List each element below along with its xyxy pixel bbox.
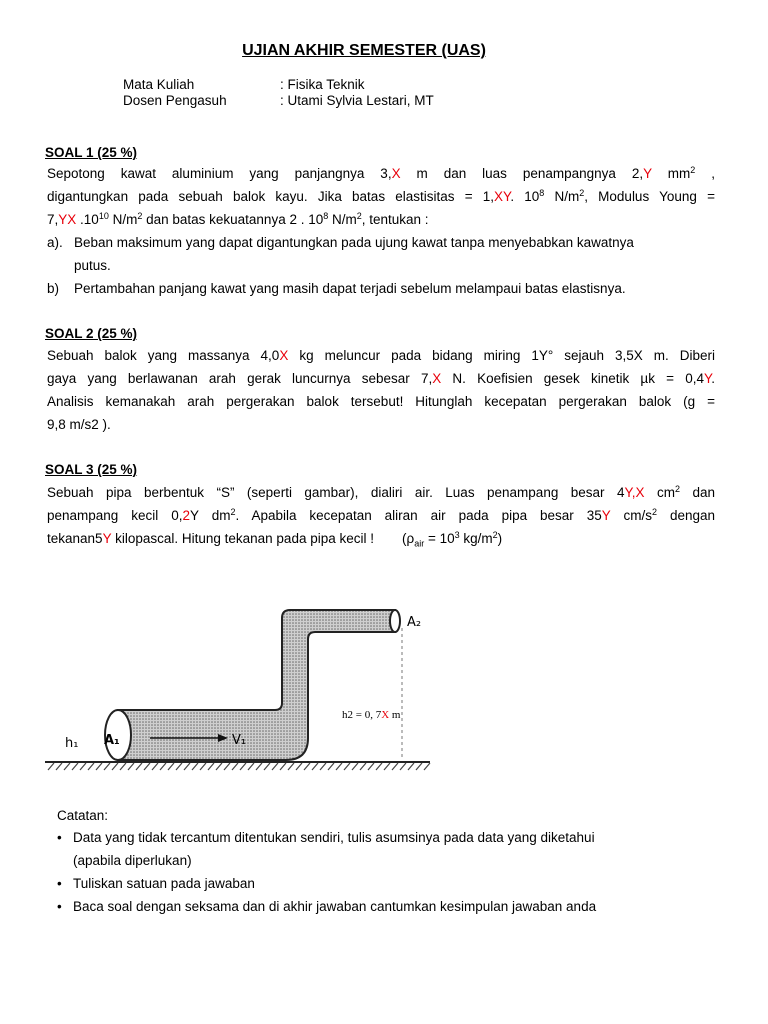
page-title: UJIAN AKHIR SEMESTER (UAS) bbox=[242, 42, 486, 59]
ground-hatch-mark bbox=[328, 763, 334, 770]
soal2-line1: Sebuah balok yang massanya 4,0X kg meluncur pada bidang miring 1Y° sejauh 3,5X m. Diberi bbox=[47, 348, 716, 363]
ground-hatch-mark bbox=[168, 763, 174, 770]
ground-hatch-mark bbox=[416, 763, 422, 770]
ground-hatch-mark bbox=[312, 763, 318, 770]
ground-hatch-mark bbox=[176, 763, 182, 770]
soal1-item-a: a). Beban maksimum yang dapat digantungkan pada ujung kawat tanpa menyebabkan kawatnya bbox=[47, 235, 634, 250]
ground-hatch-mark bbox=[344, 763, 350, 770]
ground-hatch-mark bbox=[424, 763, 430, 770]
ground-hatch-mark bbox=[232, 763, 238, 770]
ground-hatch-mark bbox=[56, 763, 62, 770]
soal3-line1: Sebuah pipa berbentuk “S” (seperti gambar), dialiri air. Luas penampang besar 4Y,X $cm^2$ dan bbox=[47, 484, 715, 500]
ground-hatch-mark bbox=[208, 763, 214, 770]
ground-hatch-mark bbox=[296, 763, 302, 770]
meta-lecturer bbox=[123, 93, 434, 108]
ground-hatch-mark bbox=[360, 763, 366, 770]
ground-hatch-mark bbox=[152, 763, 158, 770]
ground-hatch-mark bbox=[368, 763, 374, 770]
meta-course-value: : Fisika Teknik bbox=[280, 77, 365, 92]
ground-hatch-mark bbox=[240, 763, 246, 770]
soal1-line3: 7,YX $.10^{10}$ $N/m^2$ dan batas kekuatannya 2 . $10^8$ $N/m^2$, tentukan : bbox=[47, 211, 429, 227]
soal3-line3: tekanan5Y kilopascal. Hitung tekanan pada pipa kecil ! ($\rho_{air} = 10^3$ $kg/m^2$) bbox=[47, 530, 503, 549]
note-item-1: • Data yang tidak tercantum ditentukan sendiri, tulis asumsinya pada data yang diketahui bbox=[57, 830, 595, 845]
meta-lecturer-value: : Utami Sylvia Lestari, MT bbox=[280, 93, 434, 108]
soal2-heading: SOAL 2 (25 %) bbox=[45, 326, 138, 341]
pipe-figure bbox=[40, 598, 440, 788]
ground-hatch-mark bbox=[88, 763, 94, 770]
note-item-1-cont: (apabila diperlukan) bbox=[73, 853, 192, 868]
ground-hatch-mark bbox=[160, 763, 166, 770]
ground-hatch bbox=[48, 763, 430, 770]
meta-lecturer-key: Dosen Pengasuh bbox=[123, 93, 227, 108]
soal1-item-b: b) Pertambahan panjang kawat yang masih dapat terjadi sebelum melampaui batas elastisnya. bbox=[47, 281, 626, 296]
ground-hatch-mark bbox=[112, 763, 118, 770]
pipe-diagram bbox=[40, 598, 440, 788]
ground-hatch-mark bbox=[72, 763, 78, 770]
label-h1: h₁ bbox=[65, 736, 79, 751]
ground-hatch-mark bbox=[104, 763, 110, 770]
note-item-2: • Tuliskan satuan pada jawaban bbox=[57, 876, 255, 891]
ground-hatch-mark bbox=[288, 763, 294, 770]
ground-hatch-mark bbox=[48, 763, 54, 770]
soal2-line2: gaya yang berlawanan arah gerak luncurnya sebesar 7,X N. Koefisien gesek kinetik µk = 0,4Y. bbox=[47, 371, 715, 386]
label-h2: h2 = 0, 7X m bbox=[342, 709, 401, 721]
label-v1: V₁ bbox=[232, 733, 247, 748]
ground-hatch-mark bbox=[408, 763, 414, 770]
soal1-item-a-cont: putus. bbox=[74, 258, 111, 273]
ground-hatch-mark bbox=[144, 763, 150, 770]
ground-hatch-mark bbox=[248, 763, 254, 770]
ground-hatch-mark bbox=[272, 763, 278, 770]
label-a1: A₁ bbox=[104, 733, 120, 748]
meta-course-key: Mata Kuliah bbox=[123, 77, 195, 92]
ground-hatch-mark bbox=[200, 763, 206, 770]
soal1-line2: digantungkan pada sebuah balok kayu. Jika batas elastisitas = 1,XY. $10^8$ $N/m^2$, Modulus Young = bbox=[47, 188, 715, 204]
ground-hatch-mark bbox=[384, 763, 390, 770]
ground-hatch-mark bbox=[192, 763, 198, 770]
ground-hatch-mark bbox=[184, 763, 190, 770]
ground-hatch-mark bbox=[376, 763, 382, 770]
ground-hatch-mark bbox=[264, 763, 270, 770]
ground-hatch-mark bbox=[280, 763, 286, 770]
ground-hatch-mark bbox=[64, 763, 70, 770]
pipe-small-end bbox=[390, 610, 400, 632]
ground-hatch-mark bbox=[136, 763, 142, 770]
soal1-heading: SOAL 1 (25 %) bbox=[45, 145, 138, 160]
ground-hatch-mark bbox=[320, 763, 326, 770]
ground-hatch-mark bbox=[304, 763, 310, 770]
soal3-line2: penampang kecil 0,2Y $dm^2$. Apabila kecepatan aliran air pada pipa besar 35Y $cm/s^2$ dengan bbox=[47, 507, 716, 523]
ground-hatch-mark bbox=[392, 763, 398, 770]
ground-hatch-mark bbox=[96, 763, 102, 770]
ground-hatch-mark bbox=[352, 763, 358, 770]
ground-hatch-mark bbox=[80, 763, 86, 770]
ground-hatch-mark bbox=[336, 763, 342, 770]
note-item-3: • Baca soal dengan seksama dan di akhir jawaban cantumkan kesimpulan jawaban anda bbox=[57, 899, 597, 914]
soal2-line4: 9,8 m/s2 ). bbox=[47, 417, 111, 432]
meta-course bbox=[123, 77, 365, 92]
ground-hatch-mark bbox=[224, 763, 230, 770]
notes-heading: Catatan: bbox=[57, 808, 109, 823]
label-a2: A₂ bbox=[407, 615, 422, 630]
ground-hatch-mark bbox=[128, 763, 134, 770]
ground-hatch-mark bbox=[400, 763, 406, 770]
ground-hatch-mark bbox=[120, 763, 126, 770]
soal2-line3: Analisis kemanakah arah pergerakan balok tersebut! Hitunglah kecepatan pergerakan balok (g = bbox=[47, 394, 715, 409]
soal3-heading: SOAL 3 (25 %) bbox=[45, 462, 138, 477]
soal1-line1: Sepotong kawat aluminium yang panjangnya 3,X m dan luas penampangnya 2,Y $mm^2$ , bbox=[47, 165, 715, 181]
ground-hatch-mark bbox=[216, 763, 222, 770]
ground-hatch-mark bbox=[256, 763, 262, 770]
